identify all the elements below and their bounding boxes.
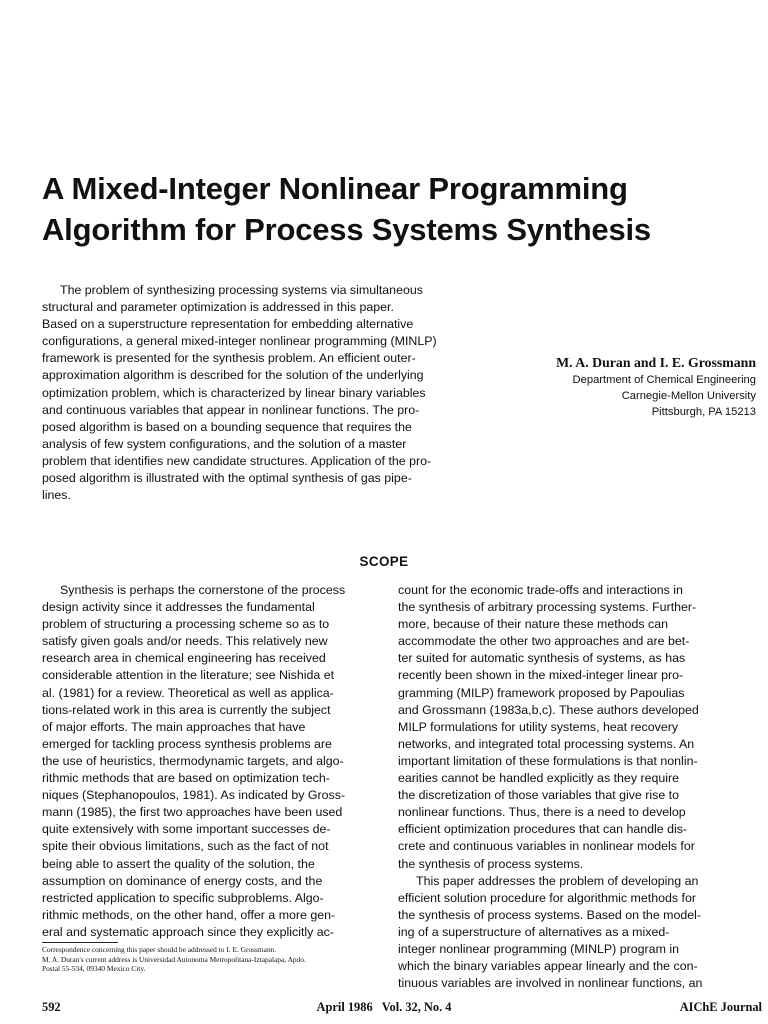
body-line: tinuous variables are involved in nonlinear functions, an bbox=[398, 976, 703, 991]
body-line: integer nonlinear programming (MINLP) program in bbox=[398, 941, 679, 956]
page-number: 592 bbox=[42, 1000, 61, 1014]
abstract-line: optimization problem, which is characterized by linear binary variables bbox=[42, 385, 426, 400]
left-column bbox=[42, 582, 378, 941]
body-line: rithmic methods, on the other hand, offer a more gen- bbox=[42, 907, 336, 922]
journal-name: AIChE Journal bbox=[679, 1000, 762, 1014]
body-line: crete and continuous variables in nonlinear models for bbox=[398, 839, 695, 854]
abstract-line: Based on a superstructure representation for embedding alternative bbox=[42, 317, 414, 332]
footnote-line: Postal 55-534, 09340 Mexico City. bbox=[42, 964, 146, 974]
body-line: Synthesis is perhaps the cornerstone of the process bbox=[60, 583, 346, 597]
body-line: considerable attention in the literature; see Nishida et bbox=[42, 668, 335, 683]
body-line: earities cannot be handled explicitly as they require bbox=[398, 771, 680, 786]
section-heading: SCOPE bbox=[359, 554, 409, 569]
author-names: M. A. Duran and I. E. Grossmann bbox=[556, 355, 756, 370]
body-line: the use of heuristics, thermodynamic targets, and algo- bbox=[42, 753, 344, 768]
body-line: spite their obvious limitations, such as the fact of not bbox=[42, 839, 329, 854]
body-line: problem of structuring a processing scheme so as to bbox=[42, 617, 330, 632]
body-line: accommodate the other two approaches and are bet- bbox=[398, 634, 690, 649]
body-line: quite extensively with some important successes de- bbox=[42, 822, 331, 837]
body-line: count for the economic trade-offs and interactions in bbox=[398, 583, 683, 597]
footnotes bbox=[42, 945, 392, 974]
body-line: eral and systematic approach since they explicitly ac- bbox=[42, 924, 335, 939]
abstract-line: analysis of few system configurations, and the solution of a master bbox=[42, 436, 407, 451]
right-column bbox=[398, 582, 730, 992]
issue-info: April 1986 Vol. 32, No. 4 bbox=[316, 1000, 452, 1014]
body-line: ter suited for automatic synthesis of systems, as has bbox=[398, 651, 686, 666]
body-line: MILP formulations for utility systems, heat recovery bbox=[398, 719, 679, 734]
body-line: the discretization of those variables that give rise to bbox=[398, 788, 680, 803]
author-location: Pittsburgh, PA 15213 bbox=[651, 406, 756, 419]
abstract-line: posed algorithm is based on a bounding sequence that requires the bbox=[42, 419, 412, 434]
title-line: A Mixed-Integer Nonlinear Programming bbox=[42, 171, 628, 206]
footnote-divider bbox=[42, 942, 118, 943]
body-line: emerged for tackling process synthesis problems are bbox=[42, 736, 332, 751]
body-line: efficient optimization procedures that can handle dis- bbox=[398, 822, 688, 837]
body-line: design activity since it addresses the fundamental bbox=[42, 600, 315, 615]
body-line: mann (1985), the first two approaches have been used bbox=[42, 805, 343, 820]
abstract-line: problem that identifies new candidate structures. Application of the pro- bbox=[42, 453, 432, 468]
body-line: recently been shown in the mixed-integer linear pro- bbox=[398, 668, 684, 683]
body-line: tions-related work in this area is currently the subject bbox=[42, 702, 331, 717]
body-line: the synthesis of process systems. Based on the model- bbox=[398, 907, 702, 922]
abstract-line: framework is presented for the synthesis problem. An efficient outer- bbox=[42, 351, 416, 366]
abstract-line: structural and parameter optimization is addressed in this paper. bbox=[42, 300, 394, 315]
body-line: efficient solution procedure for algorithmic methods for bbox=[398, 890, 696, 905]
abstract bbox=[42, 282, 476, 504]
body-line: ing of a superstructure of alternatives as a mixed- bbox=[398, 924, 670, 939]
body-line: the synthesis of arbitrary processing systems. Further- bbox=[398, 600, 697, 615]
body-line: al. (1981) for a review. Theoretical as well as applica- bbox=[42, 685, 334, 700]
abstract-line: lines. bbox=[42, 488, 71, 503]
body-line: networks, and integrated total processing systems. An bbox=[398, 736, 695, 751]
body-line: gramming (MILP) framework proposed by Papoulias bbox=[398, 685, 685, 700]
body-line: research area in chemical engineering has received bbox=[42, 651, 326, 666]
abstract-line: and continuous variables that appear in nonlinear functions. The pro- bbox=[42, 402, 420, 417]
abstract-line: The problem of synthesizing processing systems via simultaneous bbox=[60, 283, 423, 297]
abstract-line: configurations, a general mixed-integer nonlinear programming (MINLP) bbox=[42, 334, 437, 349]
body-line: of major efforts. The main approaches that have bbox=[42, 719, 306, 734]
title-line: Algorithm for Process Systems Synthesis bbox=[42, 212, 651, 247]
paper-title bbox=[42, 168, 742, 250]
abstract-line: posed algorithm is illustrated with the optimal synthesis of gas pipe- bbox=[42, 471, 412, 486]
body-line: niques (Stephanopoulos, 1981). As indicated by Gross- bbox=[42, 788, 346, 803]
body-line: the synthesis of process systems. bbox=[398, 856, 584, 871]
body-line: being able to assert the quality of the solution, the bbox=[42, 856, 315, 871]
footnote-line: Correspondence concerning this paper should be addressed to I. E. Grossmann. bbox=[42, 945, 277, 954]
body-line: restricted application to specific subproblems. Algo- bbox=[42, 890, 324, 905]
body-line: rithmic methods that are based on optimization tech- bbox=[42, 771, 330, 786]
body-line: nonlinear functions. Thus, there is a need to develop bbox=[398, 805, 686, 820]
body-line: This paper addresses the problem of developing an bbox=[416, 873, 699, 888]
author-block bbox=[466, 353, 756, 421]
body-line: assumption on dominance of energy costs, and the bbox=[42, 873, 323, 888]
footnote-line: M. A. Duran's current address is Universidad Autonoma Metropolitana-Iztapalapa, Apdo. bbox=[42, 954, 306, 964]
abstract-line: approximation algorithm is described for the solution of the underlying bbox=[42, 368, 424, 383]
body-line: more, because of their nature these methods can bbox=[398, 617, 668, 632]
author-department: Department of Chemical Engineering bbox=[572, 374, 756, 386]
body-line: important limitation of these formulations is that nonlin- bbox=[398, 753, 698, 768]
body-line: which the binary variables appear linearly and the con- bbox=[398, 959, 698, 974]
body-line: and Grossmann (1983a,b,c). These authors developed bbox=[398, 702, 699, 717]
body-line: satisfy given goals and/or needs. This relatively new bbox=[42, 634, 328, 649]
author-university: Carnegie-Mellon University bbox=[621, 390, 756, 403]
